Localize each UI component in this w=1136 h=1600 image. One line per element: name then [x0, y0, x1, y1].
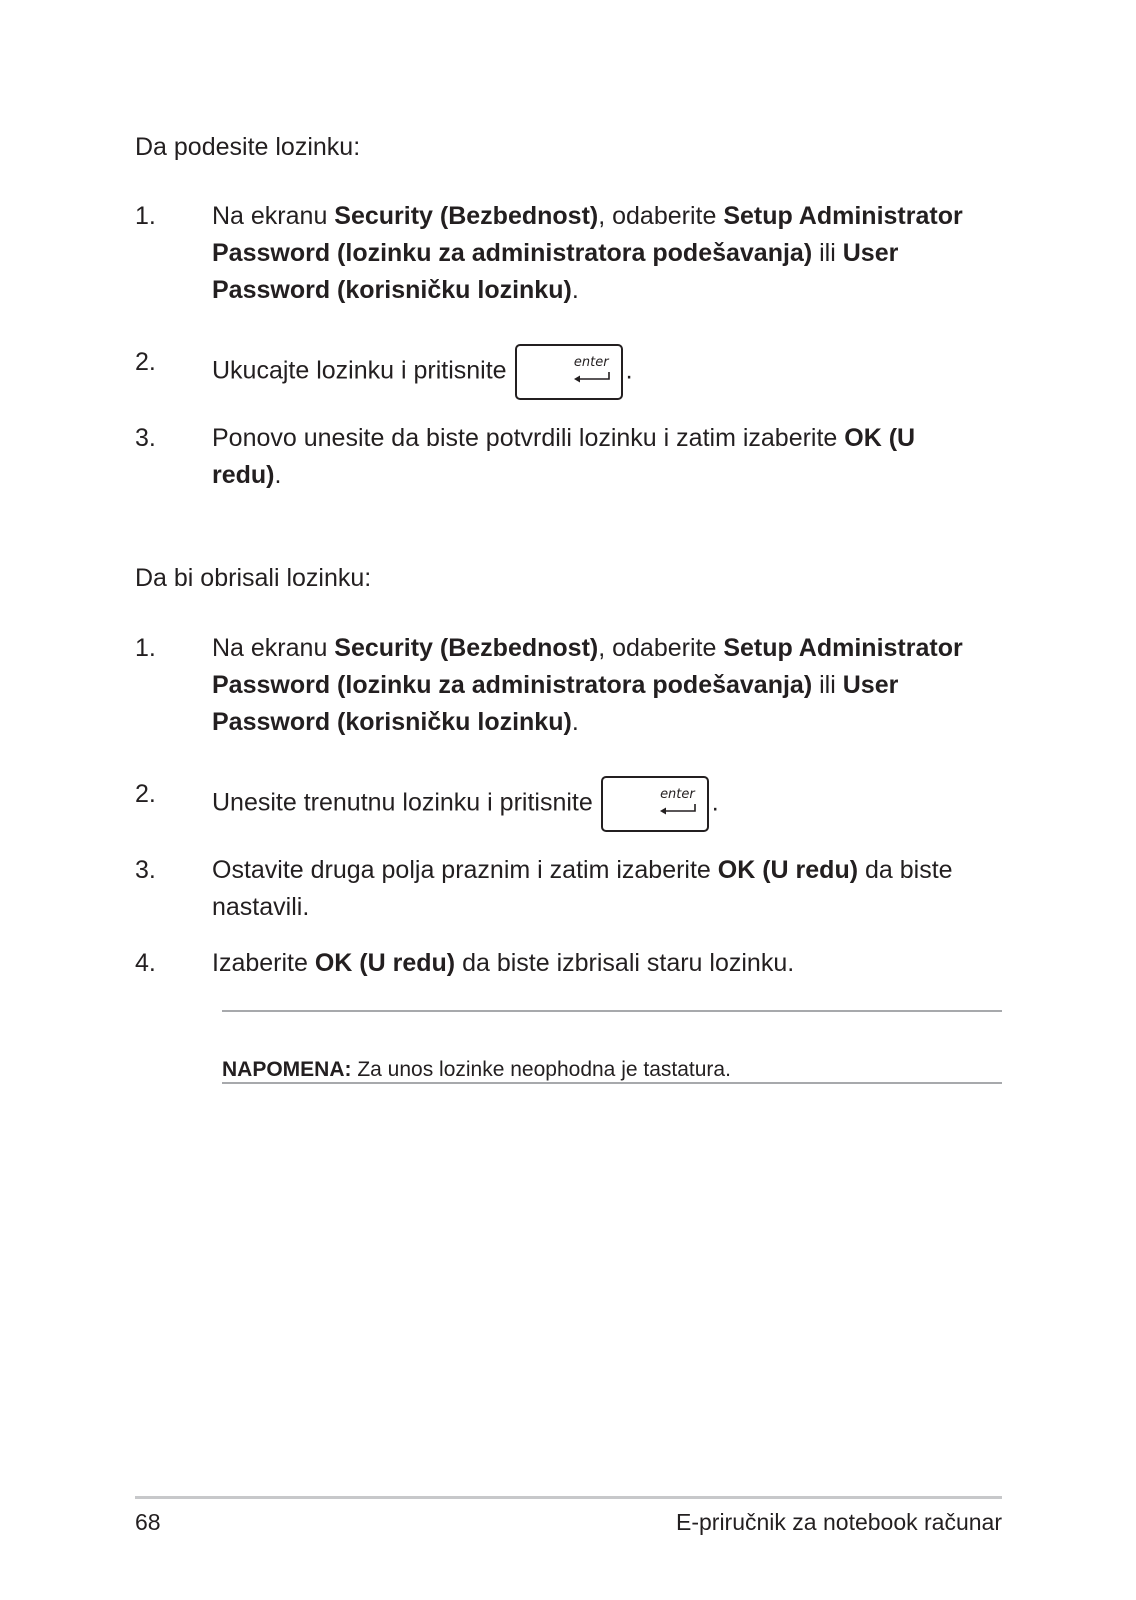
- step-number: 3.: [135, 424, 156, 452]
- step-number: 1.: [135, 634, 156, 662]
- step-text: Ponovo unesite da biste potvrdili lozinku i zatim izaberite OK (U redu).: [212, 424, 916, 489]
- return-arrow-icon: [659, 803, 697, 815]
- clear-password-heading: Da bi obrisali lozinku:: [135, 564, 372, 592]
- step-number: 3.: [135, 856, 156, 884]
- step-text: Ukucajte lozinku i pritisnite enter .: [212, 344, 965, 400]
- clear-step-3: [135, 852, 965, 926]
- return-arrow-icon: [573, 371, 611, 383]
- note-bottom-rule: [222, 1082, 1002, 1084]
- set-step-2: [135, 344, 965, 400]
- step-number: 4.: [135, 949, 156, 977]
- note-text: Za unos lozinke neophodna je tastatura.: [351, 1058, 731, 1081]
- note: [222, 1058, 731, 1082]
- step-text: Ostavite druga polja praznim i zatim izaberite OK (U redu) da biste nastavili.: [212, 856, 953, 921]
- step-number: 2.: [135, 780, 156, 808]
- footer-title: E-priručnik za notebook računar: [676, 1509, 1002, 1535]
- footer-rule: [135, 1496, 1002, 1499]
- clear-step-4: [135, 945, 965, 982]
- enter-key-icon: enter: [515, 344, 623, 400]
- step-text: Izaberite OK (U redu) da biste izbrisali staru lozinku.: [212, 949, 795, 977]
- page-number: 68: [135, 1509, 161, 1535]
- step-number: 2.: [135, 348, 156, 376]
- set-step-1: [135, 198, 965, 309]
- clear-step-1: [135, 630, 965, 741]
- step-text: Unesite trenutnu lozinku i pritisnite enter .: [212, 776, 965, 832]
- set-password-heading: Da podesite lozinku:: [135, 133, 361, 161]
- step-text: Na ekranu Security (Bezbednost), odaberite Setup Administrator Password (lozinku za administratora podešavanja) ili User Password (korisničku lozinku).: [212, 634, 963, 736]
- step-number: 1.: [135, 202, 156, 230]
- enter-key-icon: enter: [601, 776, 709, 832]
- clear-step-2: [135, 776, 965, 832]
- set-step-3: [135, 420, 965, 494]
- note-label: NAPOMENA:: [222, 1058, 352, 1081]
- step-text: Na ekranu Security (Bezbednost), odaberite Setup Administrator Password (lozinku za administratora podešavanja) ili User Password (korisničku lozinku).: [212, 202, 963, 304]
- note-top-rule: [222, 1010, 1002, 1012]
